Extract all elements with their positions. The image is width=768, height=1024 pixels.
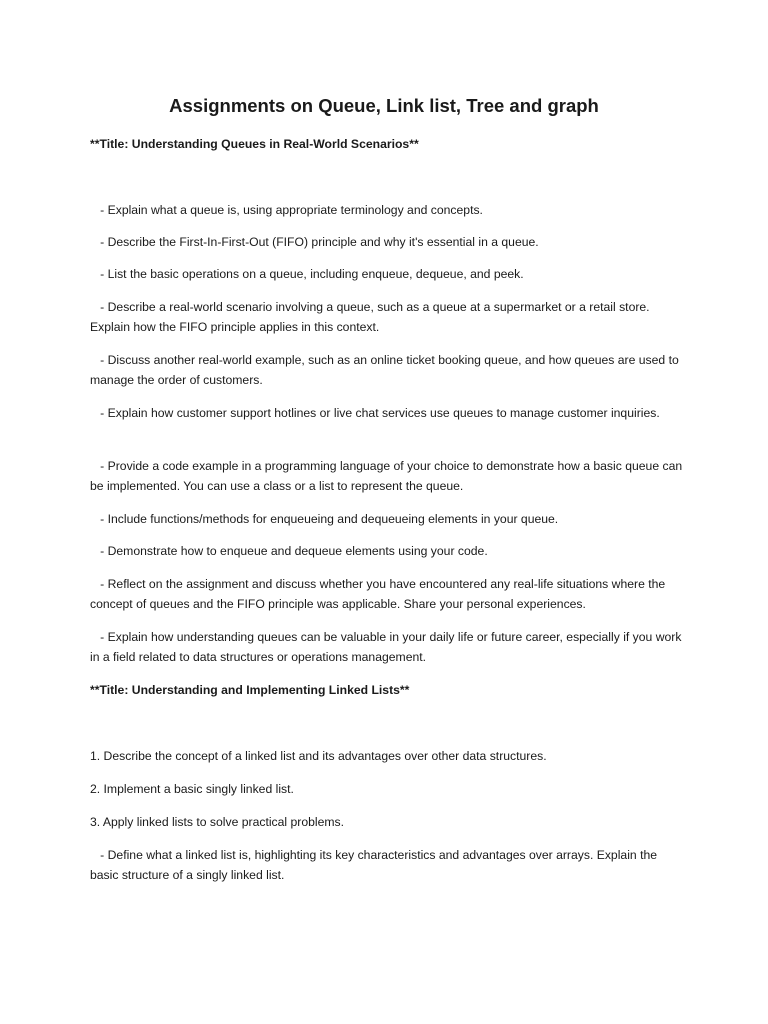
paragraph: - Explain what a queue is, using appropriate terminology and concepts. <box>90 203 483 217</box>
numbered-item: 3. Apply linked lists to solve practical problems. <box>90 815 345 829</box>
numbered-item: 2. Implement a basic singly linked list. <box>90 782 294 796</box>
paragraph: - Include functions/methods for enqueueing and dequeueing elements in your queue. <box>90 512 559 526</box>
paragraph: - List the basic operations on a queue, including enqueue, dequeue, and peek. <box>90 267 524 281</box>
paragraph: - Reflect on the assignment and discuss whether you have encountered any real-life situations where the concept of queues and the FIFO principle was applicable. Share your personal experiences. <box>90 577 669 611</box>
paragraph: - Provide a code example in a programming language of your choice to demonstrate how a basic queue can be implemented. You can use a class or a list to represent the queue. <box>90 459 686 493</box>
paragraph: - Discuss another real-world example, such as an online ticket booking queue, and how queues are used to manage the order of customers. <box>90 353 683 387</box>
section-heading-queues: **Title: Understanding Queues in Real-World Scenarios** <box>90 137 419 151</box>
paragraph: - Explain how understanding queues can be valuable in your daily life or future career, especially if you work in a field related to data structures or operations management. <box>90 630 685 664</box>
document-title: Assignments on Queue, Link list, Tree and graph <box>169 95 599 116</box>
numbered-item: 1. Describe the concept of a linked list and its advantages over other data structures. <box>90 749 547 763</box>
paragraph: - Define what a linked list is, highlighting its key characteristics and advantages over arrays. Explain the basic structure of a singly linked list. <box>90 848 661 882</box>
section-heading-linked-lists: **Title: Understanding and Implementing Linked Lists** <box>90 683 410 697</box>
paragraph: - Describe the First-In-First-Out (FIFO) principle and why it's essential in a queue. <box>90 235 539 249</box>
paragraph: - Explain how customer support hotlines or live chat services use queues to manage customer inquiries. <box>90 406 660 420</box>
paragraph: - Demonstrate how to enqueue and dequeue elements using your code. <box>90 544 488 558</box>
paragraph: - Describe a real-world scenario involving a queue, such as a queue at a supermarket or a retail store. Explain how the FIFO principle applies in this context. <box>90 300 653 334</box>
